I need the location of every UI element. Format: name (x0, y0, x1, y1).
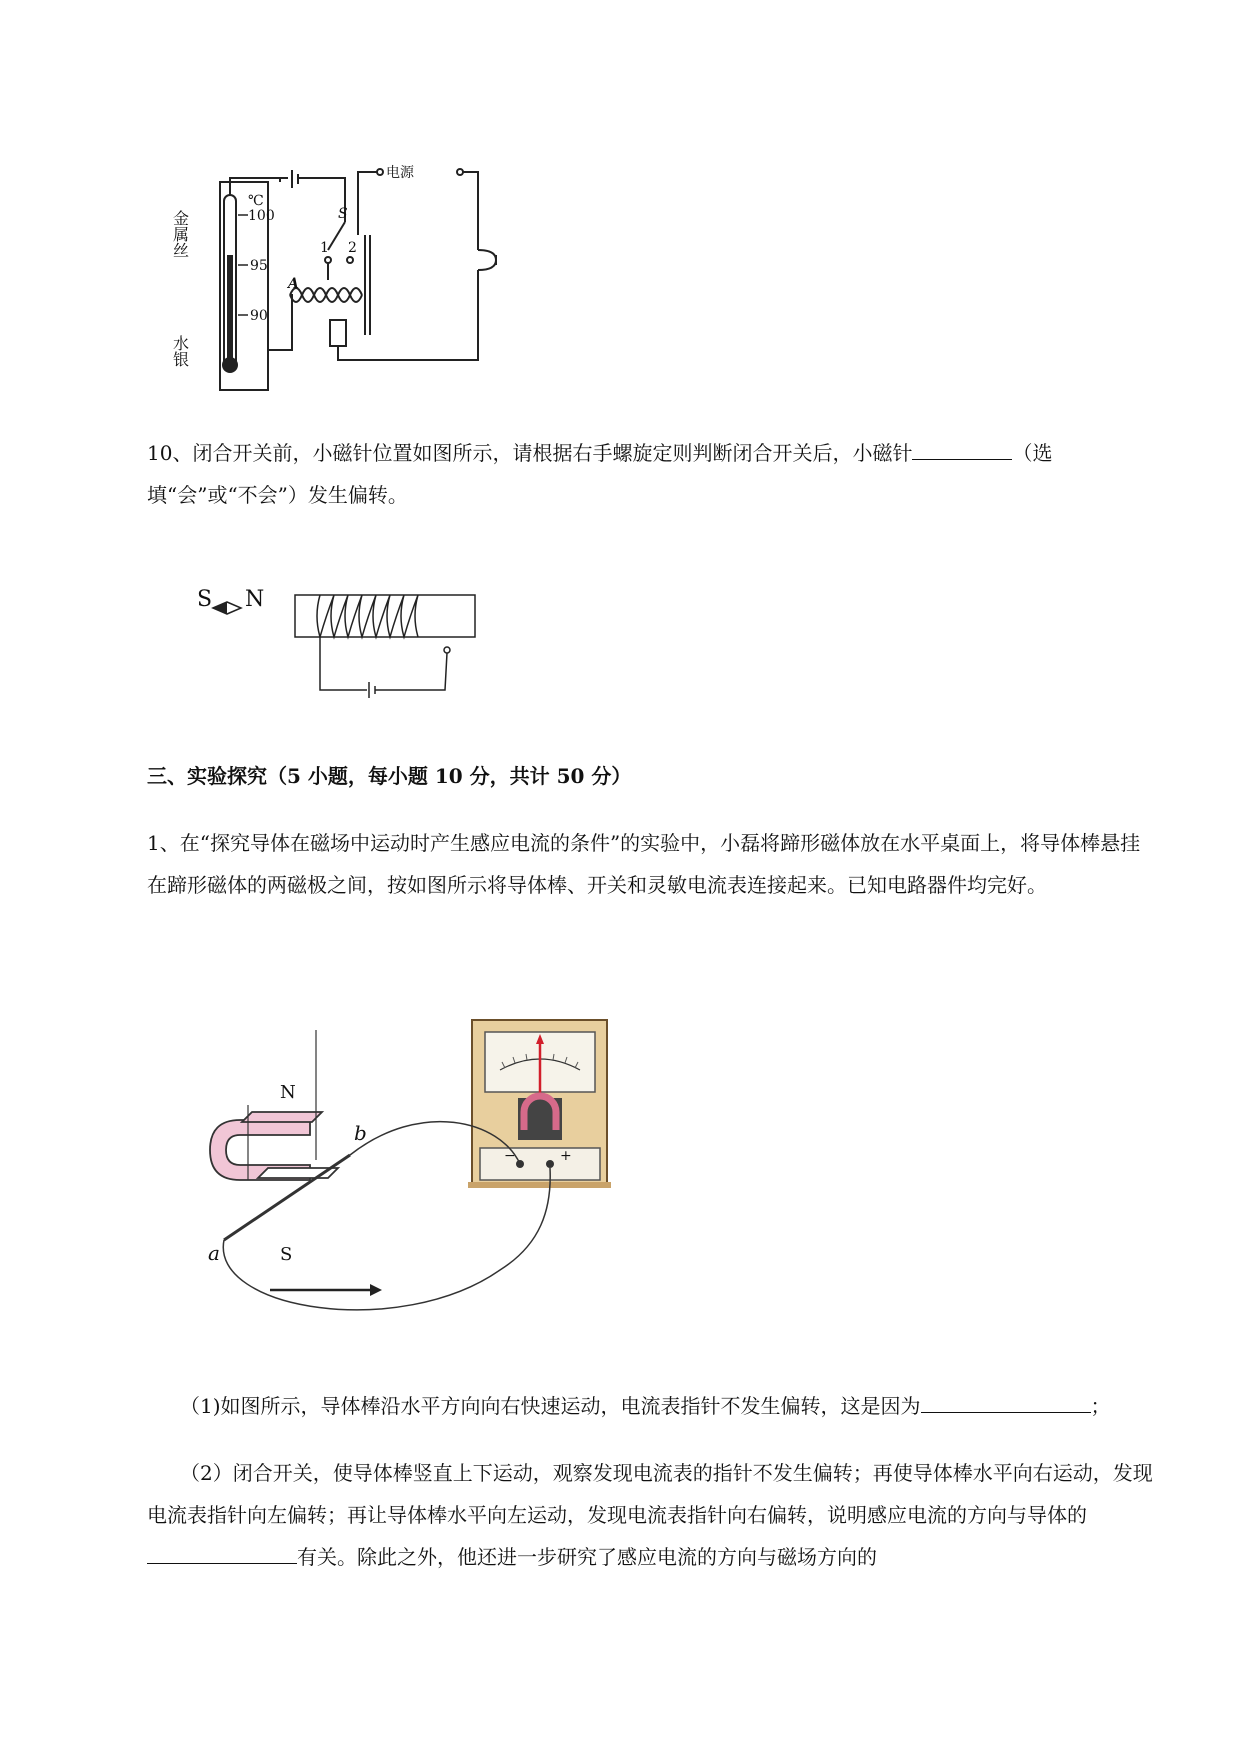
question-1-intro: 1、在“探究导体在磁场中运动时产生感应电流的条件”的实验中，小磊将蹄形磁体放在水平桌面上，将导体棒悬挂在蹄形磁体的两磁极之间，按如图所示将导体棒、开关和灵敏电流表连接起来。已知电路器件均完好。 (147, 831, 1141, 897)
tick-100: 100 (248, 208, 275, 224)
plus-terminal-label: + (560, 1148, 572, 1164)
thermostat-alarm-diagram (170, 160, 500, 400)
contact-1-label: 1 (320, 240, 329, 256)
minus-terminal-label: − (504, 1148, 516, 1164)
compass-s-label: S (197, 587, 213, 612)
question-10-text-b: （选填“会”或“不会”）发生偏转。 (147, 441, 1053, 507)
sub-question-2-text: （2）闭合开关，使导体棒竖直上下运动，观察发现电流表的指针不发生偏转；再使导体棒水平向右运动，发现电流表指针向左偏转；再让导体棒水平向左运动，发现电流表指针向右偏转，说明感应电流的方向与导体的 (147, 1461, 1153, 1527)
degree-label: ℃ (248, 193, 264, 209)
induction-experiment-diagram (200, 1010, 630, 1340)
rod-end-a-label: a (208, 1241, 220, 1265)
sub-question-1-text: （1)如图所示，导体棒沿水平方向向右快速运动，电流表指针不发生偏转，这是因为 (180, 1394, 921, 1418)
power-label: 电源 (386, 165, 414, 181)
galvanometer (468, 1020, 611, 1188)
question-10 (147, 432, 1157, 516)
sub-question-1-end: ； (1090, 1394, 1111, 1418)
tick-90: 90 (250, 308, 268, 324)
question-10-text-a: 10、闭合开关前，小磁针位置如图所示，请根据右手螺旋定则判断闭合开关后，小磁针 (147, 441, 913, 465)
answer-blank[interactable] (147, 1539, 297, 1564)
tick-95: 95 (250, 258, 268, 274)
switch-label: S (338, 206, 348, 222)
answer-blank[interactable] (912, 435, 1012, 460)
compass-n-label: N (245, 587, 265, 612)
magnet-n-label: N (280, 1082, 296, 1103)
metal-wire-label: 金属丝 (170, 210, 190, 258)
horseshoe-magnet (210, 1112, 338, 1180)
rod-end-b-label: b (354, 1121, 367, 1145)
armature-label: A (288, 276, 299, 292)
sub-question-1 (180, 1385, 1180, 1427)
magnet-s-label: S (280, 1244, 293, 1265)
answer-blank[interactable] (921, 1388, 1091, 1413)
mercury-label: 水银 (170, 335, 190, 367)
sub-question-2 (147, 1452, 1157, 1578)
compass-solenoid-diagram (195, 580, 495, 710)
sub-question-2-cont: 有关。除此之外，他还进一步研究了感应电流的方向与磁场方向的 (297, 1545, 877, 1569)
contact-2-label: 2 (348, 240, 357, 256)
section-title: 三、实验探究（5 小题，每小题 10 分，共计 50 分） (147, 764, 632, 788)
